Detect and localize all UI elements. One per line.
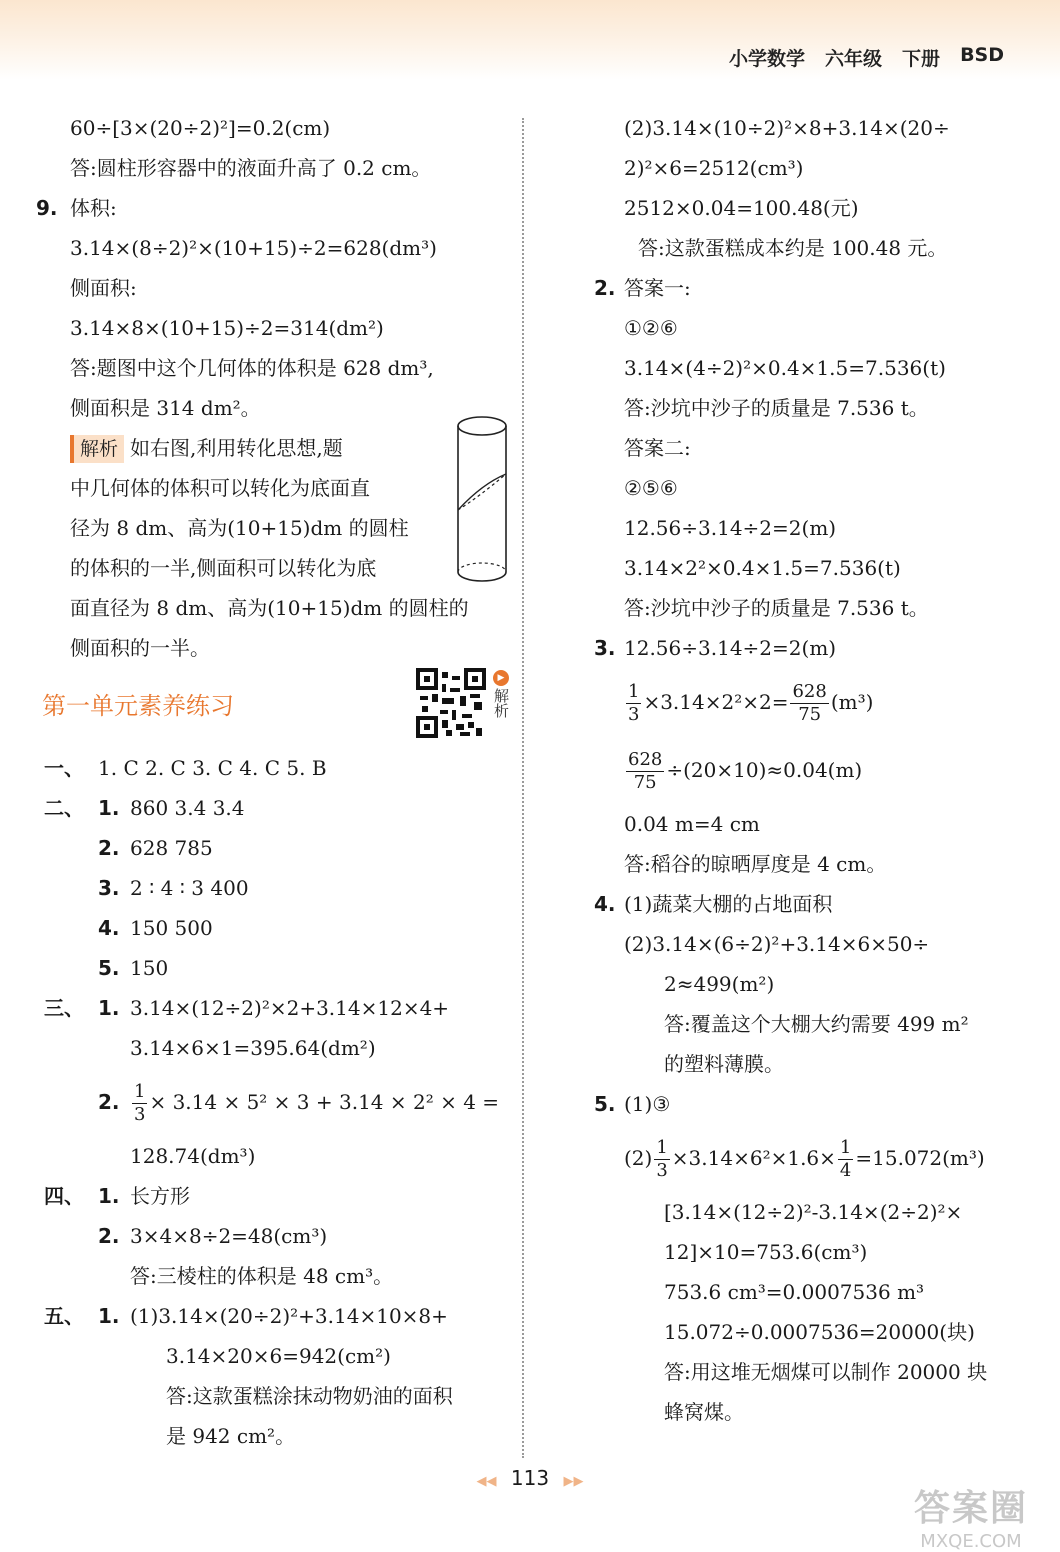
question-3: 3. 12.56÷3.14÷2=2(m) bbox=[594, 636, 837, 660]
qr-label: ▶ 解析 bbox=[490, 670, 512, 718]
section-heading bbox=[36, 668, 516, 748]
fraction: $\frac{628}{75}$ bbox=[792, 681, 827, 725]
answer-line: 3.14×(8÷2)²×(10+15)÷2=628(dm³) bbox=[70, 236, 437, 260]
fraction: $\frac{1}{3}$ bbox=[134, 1081, 146, 1125]
header-subject: 小学数学 bbox=[729, 48, 806, 70]
page-header bbox=[729, 44, 1004, 71]
section-title: 第一单元素养练习 bbox=[42, 692, 234, 720]
fraction: $\frac{1}{3}$ bbox=[628, 681, 640, 725]
header-edition: BSD bbox=[960, 44, 1004, 66]
play-icon: ▶ bbox=[493, 670, 509, 686]
page-number: 113 bbox=[510, 1466, 550, 1490]
section-2: 二、 1. 860 3.4 3.4 bbox=[44, 796, 245, 820]
next-page-icon[interactable]: ▶▶ bbox=[563, 1474, 584, 1489]
fraction: $\frac{628}{75}$ bbox=[628, 749, 663, 793]
answer-line: 60÷[3×(20÷2)²]=0.2(cm) bbox=[70, 116, 331, 140]
question-number: 9. bbox=[36, 196, 58, 220]
fraction: $\frac{1}{3}$ bbox=[656, 1137, 668, 1181]
left-column: 60÷[3×(20÷2)²]=0.2(cm) 答:圆柱形容器中的液面升高了 0.2 cm。 9. 体积: 3.14×(8÷2)²×(10+15)÷2=628(dm³) 侧面积: 3.14×8×(10+15)÷2=314(dm²) 答:题图中这个几何体的体积是 628 dm³, 侧面积是 314 dm²。 解析 如右图,利用转化思想,题 中几何体的体积可以转化为底面直 径为 8 dm、高为(10+15)dm 的圆柱 的体积的一半,侧面积可以转化为底 面直径为 8 dm、高为(10+15)dm 的圆柱的 侧面积的一半。 第一单元素养练习 ▶ 解析 一、 1. C 2. C 3. C 4. C 5. B 二、 1. 860 3.4 3.4 2. 628 785 3. 2 ∶ 4 ∶ 3 400 4. 150 500 5. 150 三、 1. 3.14×(12÷2)²×2+3.14×12×4+ 3.14×6×1=395.64(dm²) 2. $\frac{1}{3}$ × 3.14 × 5² × 3 + 3.14 × 2² × 4 = 128.74(dm³) 四、 1. 长方形 2. 3×4×8÷2=48(cm³) 答:三棱柱的体积是 48 cm³。 五、 1. (1)3.14×(20÷2)²+3.14×10×8+ 3.14×20×6=942(cm²) 答:这款蛋糕涂抹动物奶油的面积 是 942 cm²。 bbox=[36, 108, 516, 1456]
watermark-logo: 答案圈 MXQE.COM bbox=[913, 1488, 1028, 1552]
section-3: 三、 1. 3.14×(12÷2)²×2+3.14×12×4+ bbox=[44, 996, 450, 1020]
section-1: 一、 1. C 2. C 3. C 4. C 5. B bbox=[44, 756, 327, 780]
prev-page-icon[interactable]: ◀◀ bbox=[476, 1474, 497, 1489]
answer-line: 侧面积: bbox=[70, 276, 137, 300]
question-4: 4. (1)蔬菜大棚的占地面积 bbox=[594, 892, 833, 916]
column-divider bbox=[522, 118, 524, 1458]
cylinder-figure bbox=[454, 414, 510, 586]
answer-line: 3.14×8×(10+15)÷2=314(dm²) bbox=[70, 316, 384, 340]
analysis-tag: 解析 bbox=[70, 435, 124, 463]
analysis-block: 解析 如右图,利用转化思想,题 中几何体的体积可以转化为底面直 径为 8 dm、高为(10+15)dm 的圆柱 的体积的一半,侧面积可以转化为底 面直径为 8 dm、高为(10+15)dm 的圆柱的 侧面积的一半。 bbox=[36, 428, 516, 668]
section-5: 五、 1. (1)3.14×(20÷2)²+3.14×10×8+ bbox=[44, 1304, 448, 1328]
right-column: (2)3.14×(10÷2)²×8+3.14×(20÷ 2)²×6=2512(cm³) 2512×0.04=100.48(元) 答:这款蛋糕成本约是 100.48 元。 2. 答案一: ①②⑥ 3.14×(4÷2)²×0.4×1.5=7.536(t) 答:沙坑中沙子的质量是 7.536 t。 答案二: ②⑤⑥ 12.56÷3.14÷2=2(m) 3.14×2²×0.4×1.5=7.536(t) 答:沙坑中沙子的质量是 7.536 t。 3. 12.56÷3.14÷2=2(m) $\frac{1}{3}$ ×3.14×2²×2= $\frac{628}{75}$ (m³) $\frac{628}{75}$ ÷(20×10)≈0.04(m) 0.04 m=4 cm 答:稻谷的晾晒厚度是 4 cm。 4. (1)蔬菜大棚的占地面积 (2)3.14×(6÷2)²+3.14×6×50÷ 2≈499(m²) 答:覆盖这个大棚大约需要 499 m² 的塑料薄膜。 5. (1)③ (2) $\frac{1}{3}$ ×3.14×6²×1.6× $\frac{1}{4}$ =15.072(m³) [3.14×(12÷2)²-3.14×(2÷2)²× 12]×10=753.6(cm³) 753.6 cm³=0.0007536 m³ 15.072÷0.0007536=20000(块) 答:用这堆无烟煤可以制作 20000 块 蜂窝煤。 bbox=[584, 108, 1024, 1432]
answer-line: 答:题图中这个几何体的体积是 628 dm³, bbox=[70, 356, 434, 380]
question-5: 5. (1)③ bbox=[594, 1092, 671, 1116]
section-4: 四、 1. 长方形 bbox=[44, 1184, 190, 1208]
answer-line: 侧面积是 314 dm²。 bbox=[70, 396, 261, 420]
fraction: $\frac{1}{4}$ bbox=[839, 1137, 852, 1181]
header-grade: 六年级 bbox=[825, 48, 883, 70]
question-9: 9. 体积: bbox=[36, 188, 516, 228]
qr-code-icon[interactable] bbox=[416, 668, 486, 738]
question-2: 2. 答案一: bbox=[594, 276, 691, 300]
header-volume: 下册 bbox=[902, 48, 941, 70]
answer-line: 答:圆柱形容器中的液面升高了 0.2 cm。 bbox=[70, 156, 432, 180]
